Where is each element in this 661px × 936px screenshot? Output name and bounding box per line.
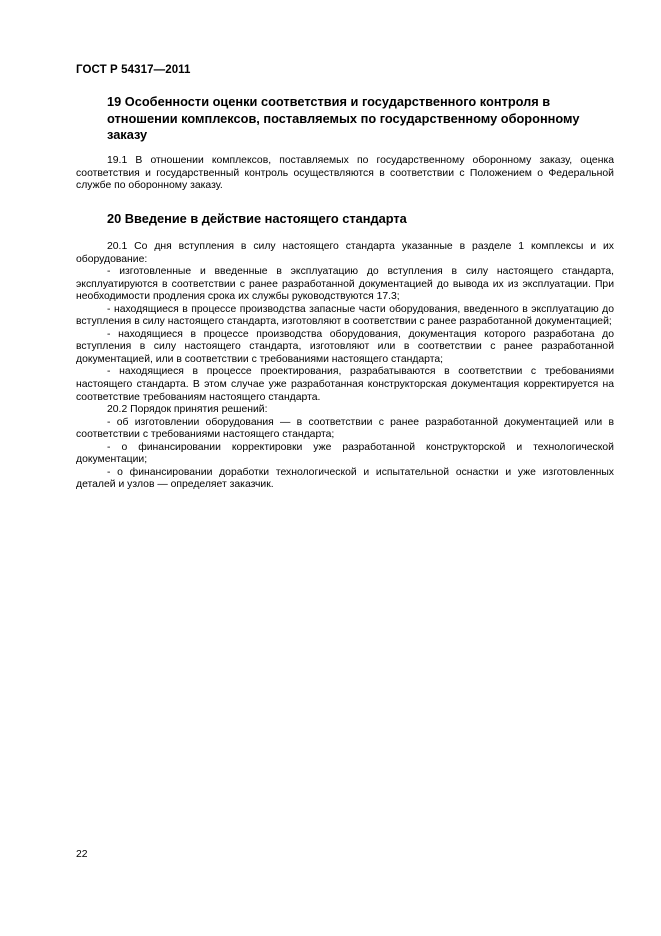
list-item: - находящиеся в процессе производства запасные части оборудования, введенного в эксплуатацию до вступления в силу настоящего стандарта, изготовляют в соответствии с ранее разработанной документацией; <box>76 303 614 328</box>
section-19-body <box>76 155 614 193</box>
paragraph-20-1: 20.1 Со дня вступления в силу настоящего стандарта указанные в разделе 1 комплексы и их оборудование: <box>76 241 614 265</box>
section-20-heading: 20 Введение в действие настоящего стандарта <box>107 211 407 226</box>
list-item: - находящиеся в процессе производства оборудования, документация которого разработана до вступления в силу настоящего стандарта, изготовляют или в соответствии с ранее разработанной документацией, или в соответствии с требованиями настоящего стандарта; <box>76 328 614 365</box>
page-number: 22 <box>76 849 88 860</box>
paragraph-20-2: 20.2 Порядок принятия решений: <box>107 404 268 416</box>
list-item: - об изготовлении оборудования — в соответствии с ранее разработанной документацией или в соответствии с требованиями настоящего стандарта; <box>76 416 614 441</box>
list-item: - находящиеся в процессе проектирования, разрабатываются в соответствии с требованиями настоящего стандарта. В этом случае уже разработанная конструкторская документация корректируется на соответствие требованиям настоящего стандарта. <box>76 366 614 403</box>
list-item: - о финансировании доработки технологической и испытательной оснастки и уже изготовленных деталей и узлов — определяет заказчик. <box>76 466 614 491</box>
list-item: - о финансировании корректировки уже разработанной конструкторской и технологической документации; <box>76 441 614 466</box>
paragraph-19-1: 19.1 В отношении комплексов, поставляемых по государственному оборонному заказу, оценка соответствия и государственный контроль осуществляются в соответствии с Положением о Федеральной службе по оборонному заказу. <box>76 155 614 192</box>
document-code: ГОСТ Р 54317—2011 <box>76 64 191 76</box>
section-20-body <box>76 241 614 492</box>
list-item: - изготовленные и введенные в эксплуатацию до вступления в силу настоящего стандарта, эксплуатируются в соответствии с ранее разработанной документацией до вывода их из эксплуатации. При необходимости продления срока их службы руководствуются 17.3; <box>76 266 614 303</box>
section-19-heading: 19 Особенности оценки соответствия и государственного контроля в отношении комплексов, поставляемых по государственному оборонному заказу <box>107 94 580 142</box>
